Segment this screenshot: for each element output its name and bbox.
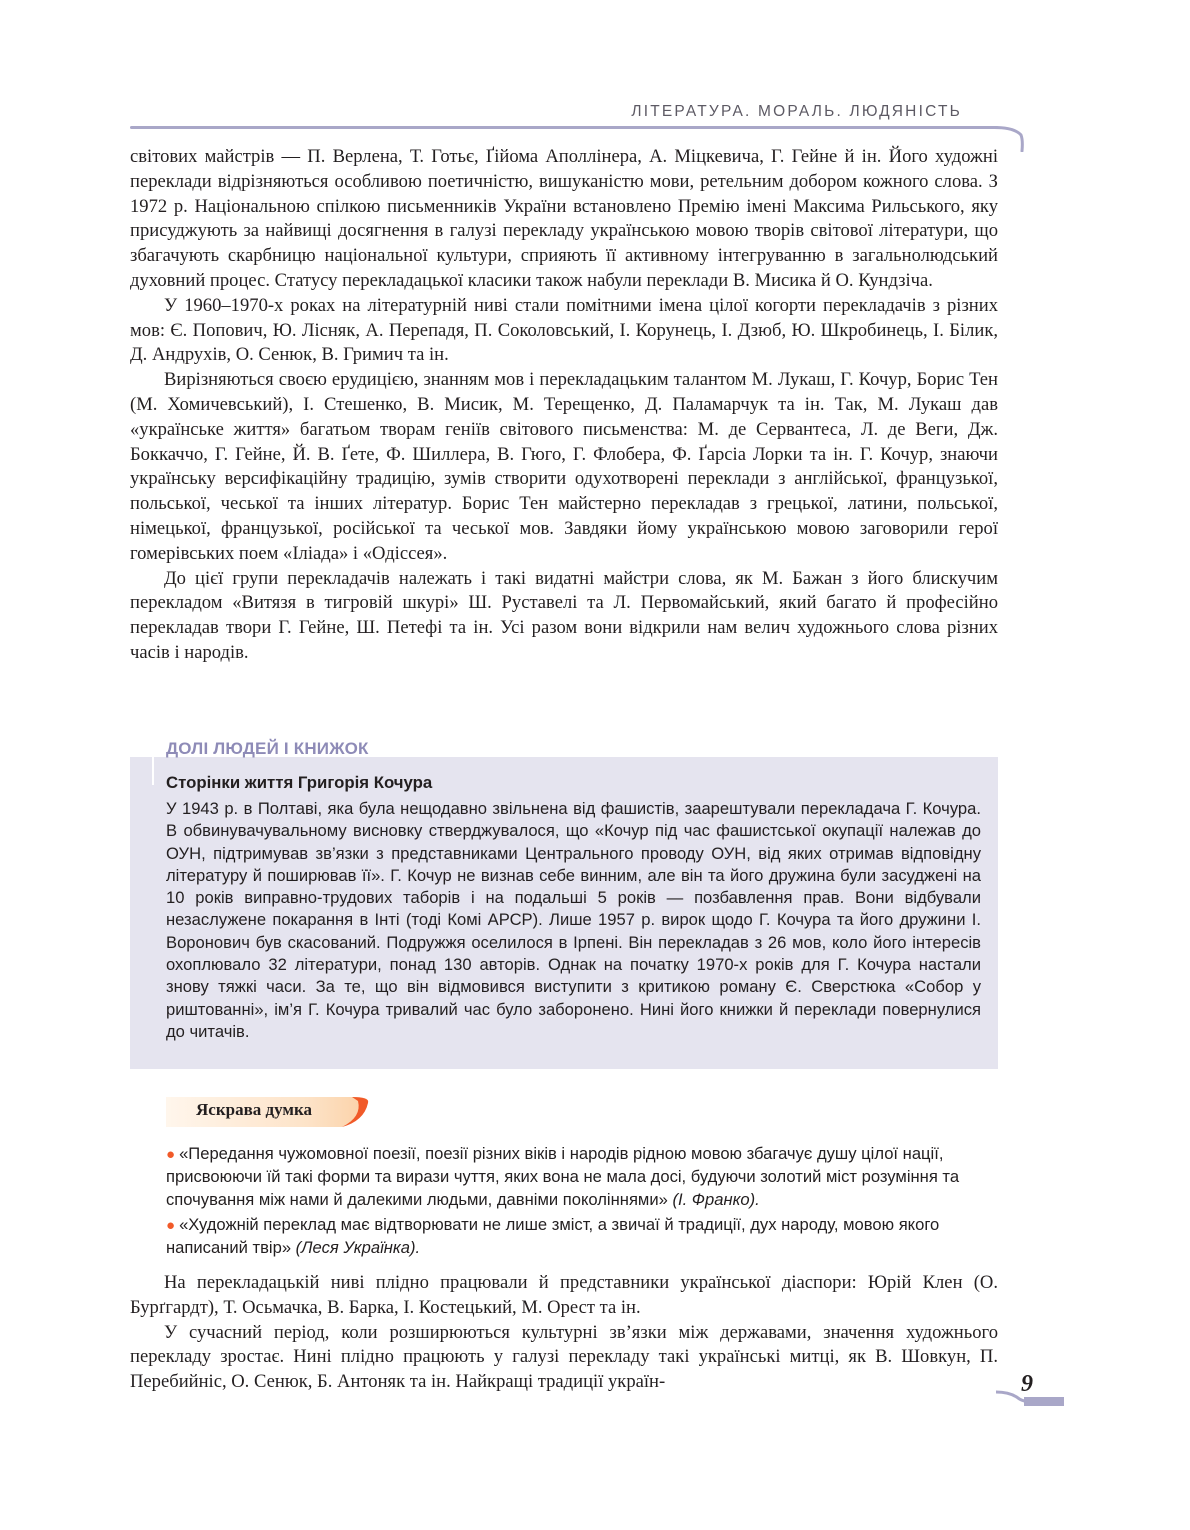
paragraph: У 1960–1970-х роках на літературній ниві стали помітними імена цілої когорти перекладачів з різних мов: Є. Попович, Ю. Лісняк, А. Перепадя, П. Соколовський, І. Корунець, І. Дзюб, Ю. Шкробинець, І. Білик, Д. Андрухів, О. Сенюк, В. Гримич та ін. bbox=[130, 294, 998, 366]
page-number-curl bbox=[996, 1388, 1066, 1410]
quote-item bbox=[166, 1214, 998, 1260]
sidebar-box-text: У 1943 р. в Полтаві, яка була нещодавно звільнена від фашистів, заарештували перекладача Г. Кочура. В обвинувачувальному висновку стверджувалося, що «Кочур під час фашистської окупації належав до ОУН, підтримував зв’язки з представниками Центрального проводу ОУН, від яких отримав відповідну літературу й поширював її». Г. Кочур не визнав себе винним, але він та його дружина були засуджені на 10 років виправно-трудових таборів і на подальші 5 років — позбавлення прав. Вони відбували незаслужене покарання в Інті (тоді Комі АРСР). Лише 1957 р. вирок щодо Г. Кочура та його дружини І. Воронович був скасований. Подружжя оселилося в Ірпені. Він перекладав з 26 мов, коло його інтересів охоплювало 32 літератури, понад 130 авторів. Однак на початку 1970-х років для Г. Кочура настали знову тяжкі часи. За те, що він відмовився виступити з критикою роману Є. Сверстюка «Собор у риштованні», ім’я Г. Кочура тривалий час було заборонено. Нині його книжки й переклади повернулися до читачів. bbox=[166, 799, 981, 1041]
quote-author: (І. Франко). bbox=[667, 1189, 760, 1209]
quote-author: (Леся Українка). bbox=[291, 1238, 421, 1258]
bright-thought-label: Яскрава думка bbox=[196, 1100, 312, 1119]
sidebar-box-marker bbox=[152, 757, 154, 785]
paragraph: світових майстрів — П. Верлена, Т. Готьє, Ґійома Аполлінера, А. Міцкевича, Г. Гейне й ін. Його художні переклади відрізняються особливою поетичністю, вишуканістю мови, ретельним добором кожного слова. З 1972 р. Національною спілкою письменників України встановлено Премію імені Максима Рильського, яку присуджують за найвищі досягнення в галузі перекладу українською мовою творів світової літератури, що збагачують скарбницю національної культури, сприяють її активному інтегруванню в загальнолюдський духовний процес. Статусу перекладацької класики також набули переклади В. Мисика й О. Кундзіча. bbox=[130, 146, 998, 291]
header-rule bbox=[130, 126, 998, 129]
quote-item bbox=[166, 1143, 998, 1211]
quote-text: «Передання чужомовної поезії, поезії різних віків і народів рідною мовою збагачує душу цілої нації, присвоюючи їй такі форми та вирази чуття, яких вона не мала досі, будуючи золотий міст розуміння та спочування між нами й далекими людьми, давніми поколіннями» bbox=[166, 1144, 960, 1209]
bullet-icon: ● bbox=[166, 1146, 176, 1163]
main-text-top bbox=[130, 145, 998, 666]
paragraph: На перекладацькій ниві плідно працювали й представники української діаспори: Юрій Клен (О. Бурґгардт), Т. Осьмачка, В. Барка, І. Костецький, М. Орест та ін. bbox=[130, 1272, 998, 1318]
bullet-icon: ● bbox=[166, 1217, 176, 1234]
main-text-bottom bbox=[130, 1271, 998, 1395]
sidebar-box-heading: ДОЛІ ЛЮДЕЙ І КНИЖОК bbox=[166, 739, 369, 758]
page-number: 9 bbox=[1021, 1371, 1033, 1397]
quote-text: «Художній переклад має відтворювати не лише зміст, а звичаї й традиції, дух народу, мовою якого написаний твір» bbox=[166, 1215, 940, 1258]
running-header: ЛІТЕРАТУРА. МОРАЛЬ. ЛЮДЯНІСТЬ bbox=[631, 103, 962, 120]
paragraph: Вирізняються своєю ерудицією, знанням мов і перекладацьким талантом М. Лукаш, Г. Кочур, Борис Тен (М. Хомичевський), І. Стешенко, В. Мисик, М. Терещенко, Д. Паламарчук та ін. Так, М. Лукаш дав «українське життя» багатьом творам геніїв світового письменства: М. де Сервантеса, Л. де Веги, Дж. Боккаччо, Г. Гейне, Й. В. Ґете, Ф. Шиллера, В. Гюго, Г. Флобера, Ф. Ґарсіа Лорки та ін. Г. Кочур, знаючи українську версифікаційну традицію, зумів створити одухотворені переклади з англійської, французької, польської, чеської та інших літератур. Борис Тен майстерно перекладав з грецької, латини, польської, німецької, французької, російської та чеської мов. Завдяки йому українською мовою заговорили герої гомерівських поем «Іліада» і «Одіссея». bbox=[130, 369, 998, 564]
paragraph: До цієї групи перекладачів належать і такі видатні майстри слова, як М. Бажан з його блискучим перекладом «Витязя в тигровій шкурі» Ш. Руставелі та Л. Первомайський, який багато й професійно перекладав твори Г. Гейне, Ш. Петефі та ін. Усі разом вони відкрили нам велич художнього слова різних часів і народів. bbox=[130, 567, 998, 663]
paragraph: У сучасний період, коли розширюються культурні зв’язки між державами, значення художнього перекладу зростає. Нині плідно працюють у галузі перекладу такі українські митці, як В. Шовкун, П. Перебийніс, О. Сенюк, Б. Антоняк та ін. Найкращі традиції україн- bbox=[130, 1321, 998, 1393]
sidebar-box-title: Сторінки життя Григорія Кочура bbox=[166, 773, 433, 792]
